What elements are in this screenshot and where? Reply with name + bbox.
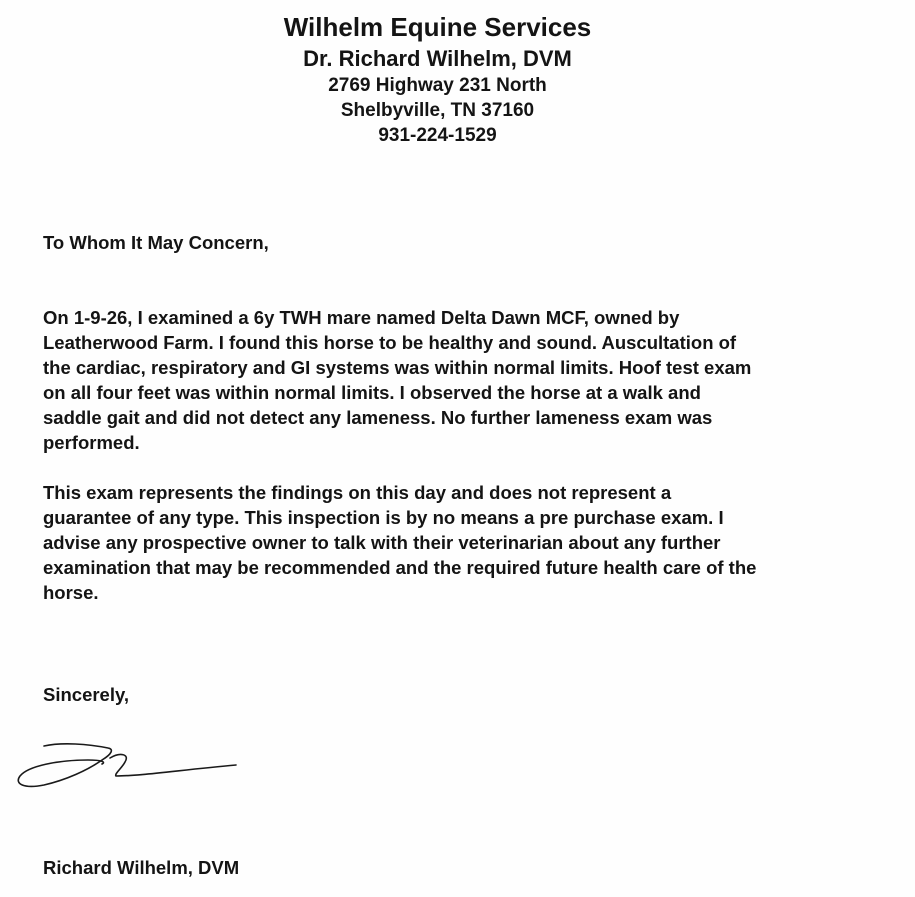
paragraph-2-line: horse.	[43, 582, 99, 603]
letterhead	[0, 10, 875, 148]
paragraph-1	[43, 305, 843, 455]
handwritten-signature	[10, 738, 250, 798]
address-line-1: 2769 Highway 231 North	[328, 75, 547, 96]
closing: Sincerely,	[43, 684, 130, 705]
paragraph-2-line: This exam represents the findings on this day and does not represent a	[43, 482, 672, 503]
paragraph-1-line: Leatherwood Farm. I found this horse to be healthy and sound. Auscultation of	[43, 332, 737, 353]
paragraph-1-line: on all four feet was within normal limits. I observed the horse at a walk and	[43, 382, 701, 403]
paragraph-1-line: the cardiac, respiratory and GI systems was within normal limits. Hoof test exam	[43, 357, 752, 378]
signer-name: Richard Wilhelm, DVM	[43, 857, 240, 878]
paragraph-1-line: saddle gait and did not detect any lameness. No further lameness exam was	[43, 407, 713, 428]
doctor-name: Dr. Richard Wilhelm, DVM	[303, 46, 572, 71]
paragraph-1-line: performed.	[43, 432, 140, 453]
paragraph-2	[43, 480, 843, 605]
paragraph-2-line: advise any prospective owner to talk with their veterinarian about any further	[43, 532, 721, 553]
phone-number: 931-224-1529	[378, 125, 497, 146]
salutation: To Whom It May Concern,	[43, 232, 269, 253]
paragraph-1-line: On 1-9-26, I examined a 6y TWH mare named Delta Dawn MCF, owned by	[43, 307, 680, 328]
paragraph-2-line: guarantee of any type. This inspection is by no means a pre purchase exam. I	[43, 507, 724, 528]
address-line-2: Shelbyville, TN 37160	[340, 100, 535, 121]
paragraph-2-line: examination that may be recommended and the required future health care of the	[43, 557, 757, 578]
company-name: Wilhelm Equine Services	[283, 12, 592, 42]
